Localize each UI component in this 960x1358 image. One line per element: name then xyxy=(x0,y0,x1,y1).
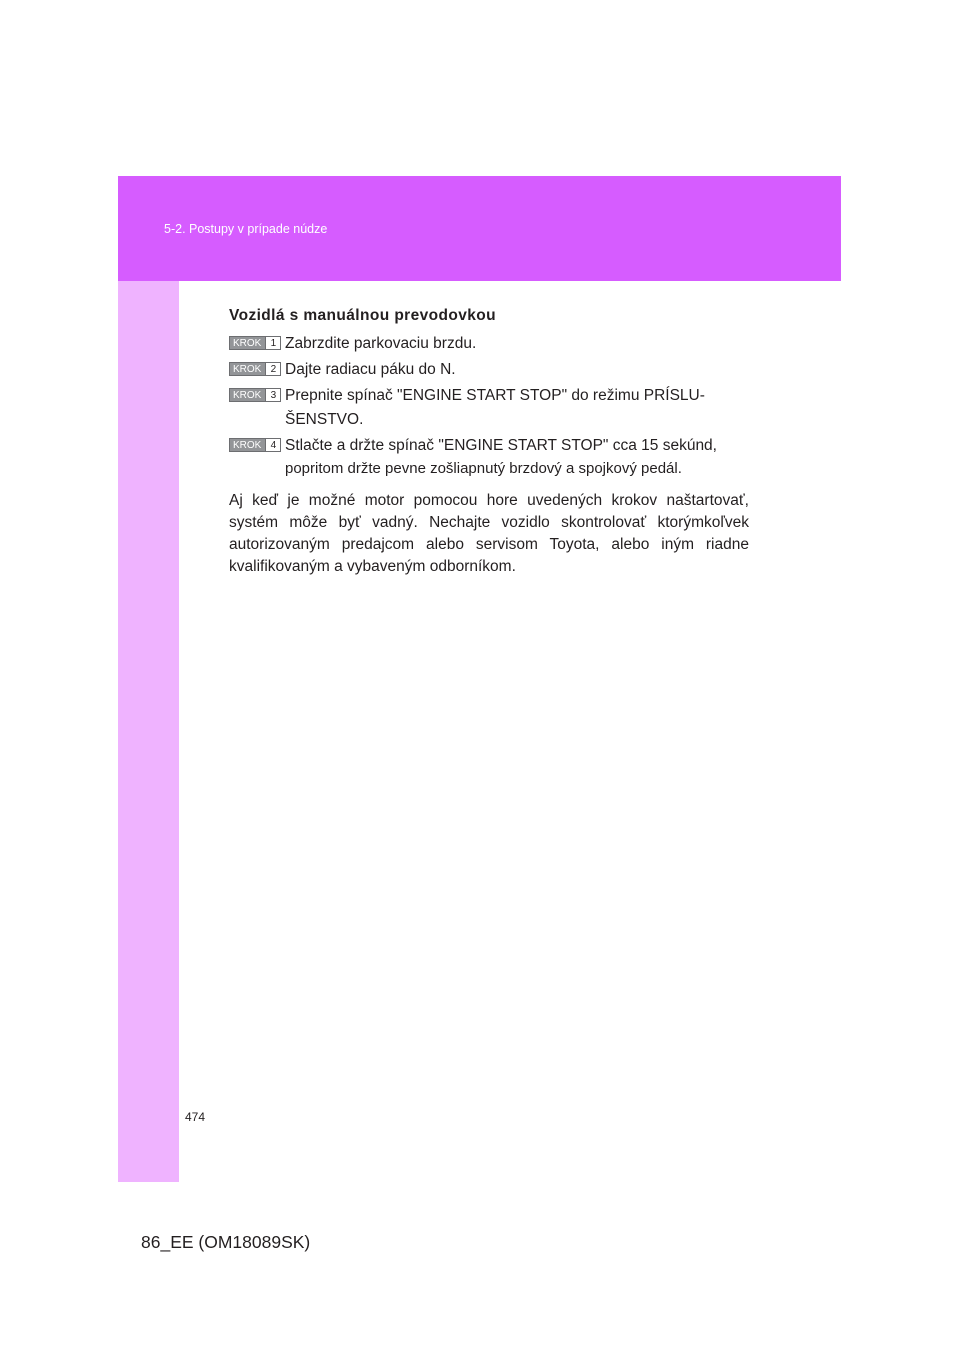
step-badge-number: 1 xyxy=(265,336,281,350)
step-text-line: popritom držte pevne zošliapnutý brzdový a spojkový pedál. xyxy=(285,460,682,477)
step-text-line: ŠENSTVO. xyxy=(285,411,364,428)
step-text: Zabrzdite parkovaciu brzdu. xyxy=(285,335,477,352)
step-2 xyxy=(229,358,749,382)
subsection-heading: Vozidlá s manuálnou prevodovkou xyxy=(229,307,497,324)
note-paragraph: Aj keď je možné motor pomocou hore uvedených krokov naštartovať, systém môže byť vadný. Nechajte vozidlo skontrolovať ktorýmkoľvek autorizovaným predajcom alebo servisom Toyota, alebo iným riadne kvalifikovaným a vybaveným odborníkom. xyxy=(229,492,749,575)
document-code: 86_EE (OM18089SK) xyxy=(141,1232,311,1252)
step-text xyxy=(285,434,749,480)
step-badge xyxy=(229,388,281,402)
step-badge-label: KROK xyxy=(229,336,265,350)
step-badge-label: KROK xyxy=(229,362,265,376)
step-text xyxy=(285,384,749,432)
step-text-line: Prepnite spínač "ENGINE START STOP" do režimu PRÍSLU- xyxy=(285,387,705,404)
step-badge xyxy=(229,438,281,452)
side-margin-band xyxy=(118,281,179,1182)
step-badge-number: 4 xyxy=(265,438,281,452)
step-badge xyxy=(229,362,281,376)
step-text: Dajte radiacu páku do N. xyxy=(285,361,456,378)
step-badge-number: 3 xyxy=(265,388,281,402)
step-badge-label: KROK xyxy=(229,438,265,452)
step-text-line: Stlačte a držte spínač "ENGINE START STOP" cca 15 sekúnd, xyxy=(285,437,717,454)
section-title: 5-2. Postupy v prípade núdze xyxy=(164,222,328,236)
step-4 xyxy=(229,434,749,480)
step-3 xyxy=(229,384,749,432)
step-badge-number: 2 xyxy=(265,362,281,376)
page-number: 474 xyxy=(185,1110,206,1124)
step-1 xyxy=(229,332,749,356)
step-badge-label: KROK xyxy=(229,388,265,402)
step-badge xyxy=(229,336,281,350)
main-content xyxy=(229,306,749,578)
